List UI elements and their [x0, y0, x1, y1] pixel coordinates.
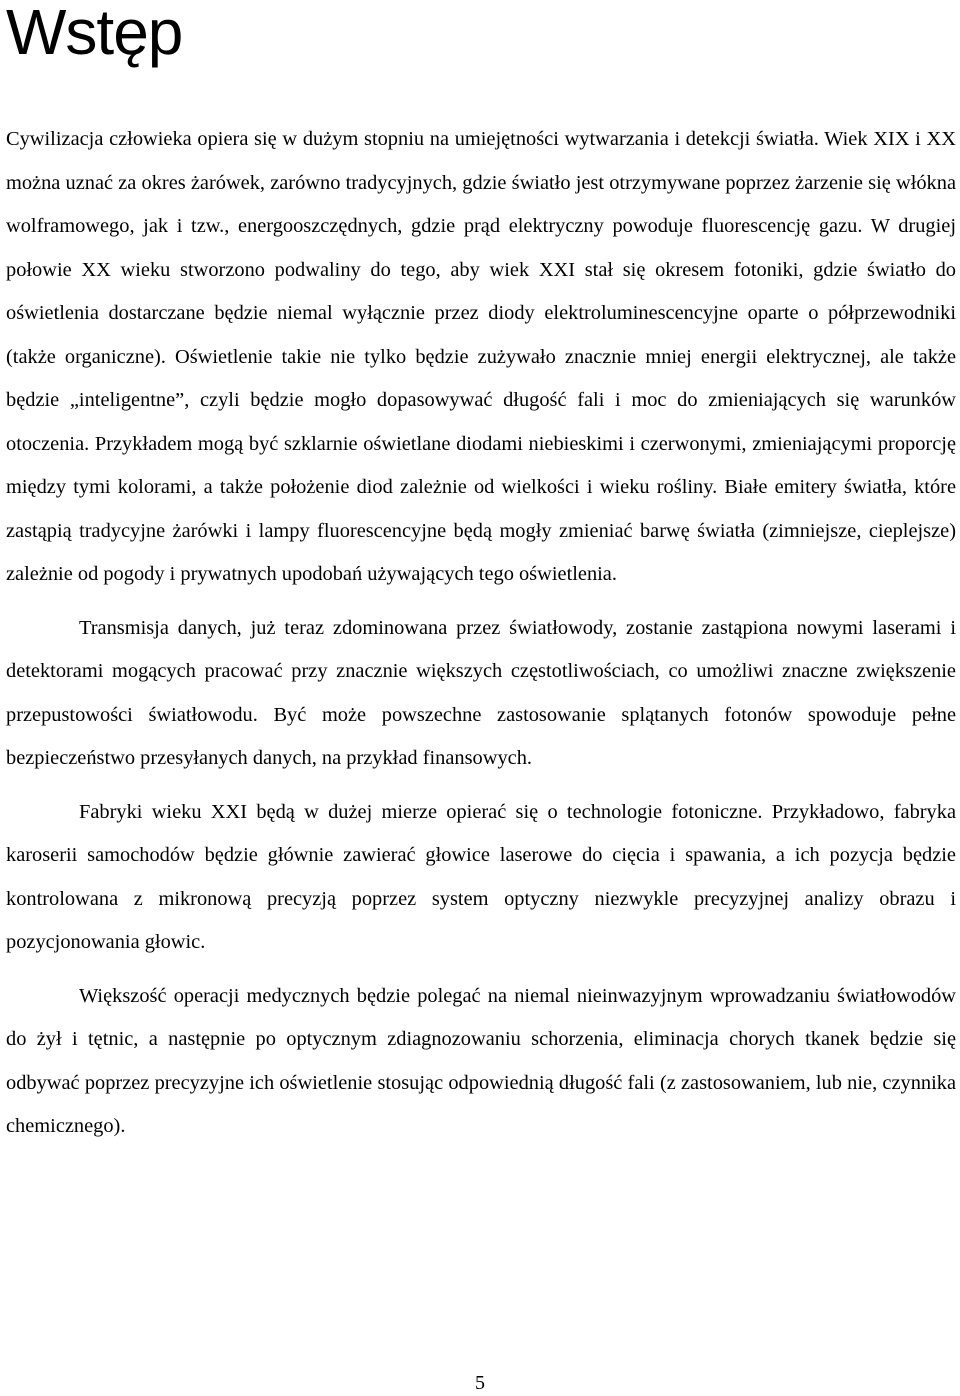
page-number: 5 [475, 1372, 485, 1394]
page-title: Wstęp [6, 0, 183, 68]
paragraph-factories: Fabryki wieku XXI będą w dużej mierze opierać się o technologie fotoniczne. Przykładowo, fabryka karoserii samochodów będzie głównie zawierać głowice laserowe do cięcia i spawania, a ich pozycja będzie kontrolowana z mikronową precyzją poprzez system optyczny niezwykle precyzyjnej analizy obrazu i pozycjonowania głowic. [6, 800, 956, 953]
paragraph-introduction: Cywilizacja człowieka opiera się w dużym stopniu na umiejętności wytwarzania i detekcji światła. Wiek XIX i XX można uznać za okres żarówek, zarówno tradycyjnych, gdzie światło jest otrzymywane poprzez żarzenie się włókna wolframowego, jak i tzw., energooszczędnych, gdzie prąd elektryczny powoduje fluorescencję gazu. W drugiej połowie XX wieku stworzono podwaliny do tego, aby wiek XXI stał się okresem fotoniki, gdzie światło do oświetlenia dostarczane będzie niemal wyłącznie przez diody elektroluminescencyjne oparte o półprzewodniki (także organiczne). Oświetlenie takie nie tylko będzie zużywało znacznie mniej energii elektrycznej, ale także będzie „inteligentne”, czyli będzie mogło dopasowywać długość fali i moc do zmieniających się warunków otoczenia. Przykładem mogą być szklarnie oświetlane diodami niebieskimi i czerwonymi, zmieniającymi proporcję między tymi kolorami, a także położenie diod zależnie od wielkości i wieku rośliny. Białe emitery światła, które zastąpią tradycyjne żarówki i lampy fluorescencyjne będą mogły zmieniać barwę światła (zimniejsze, cieplejsze) zależnie od pogody i prywatnych upodobań używających tego oświetlenia. [6, 128, 956, 585]
paragraph-medicine: Większość operacji medycznych będzie polegać na niemal nieinwazyjnym wprowadzaniu światłowodów do żył i tętnic, a następnie po optycznym zdiagnozowaniu schorzenia, eliminacja chorych tkanek będzie się odbywać poprzez precyzyjne ich oświetlenie stosując odpowiednią długość fali (z zastosowaniem, lub nie, czynnika chemicznego). [6, 984, 956, 1137]
body-text [6, 118, 956, 1149]
paragraph-data-transmission: Transmisja danych, już teraz zdominowana przez światłowody, zostanie zastąpiona nowymi laserami i detektorami mogących pracować przy znacznie większych częstotliwościach, co umożliwi znaczne zwiększenie przepustowości światłowodu. Być może powszechne zastosowanie splątanych fotonów spowoduje pełne bezpieczeństwo przesyłanych danych, na przykład finansowych. [6, 616, 956, 769]
